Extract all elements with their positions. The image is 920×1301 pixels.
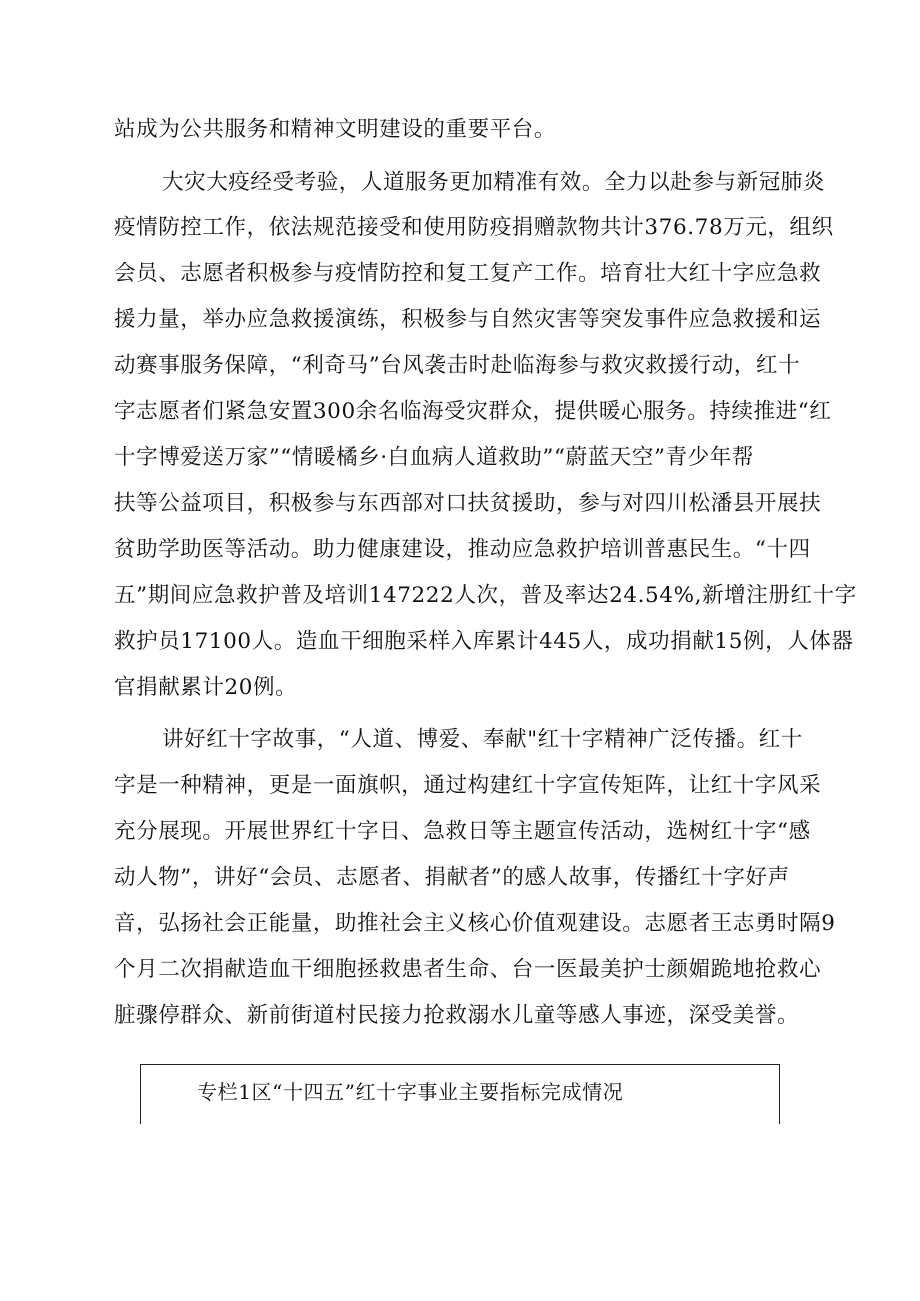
paragraph-3-line-3: 充分展现。开展世界红十字日、急救日等主题宣传活动，选树红十字“感 xyxy=(114,819,811,844)
column-box-title: 专栏1区“十四五”红十字事业主要指标完成情况 xyxy=(197,1080,624,1104)
paragraph-3-line-4: 动人物”，讲好“会员、志愿者、捐献者”的感人故事，传播红十字好声 xyxy=(114,865,790,890)
paragraph-2-line-3: 会员、志愿者积极参与疫情防控和复工复产工作。培育壮大红十字应急救 xyxy=(114,261,822,286)
paragraph-1-line-1: 站成为公共服务和精神文明建设的重要平台。 xyxy=(114,117,557,142)
paragraph-3-line-7: 脏骤停群众、新前街道村民接力抢救溺水儿童等感人事迹，深受美誉。 xyxy=(114,1003,800,1028)
paragraph-2-line-12: 官捐献累计20例。 xyxy=(114,675,298,700)
paragraph-2-line-7: 十字博爱送万家”“情暖橘乡·白血病人道救助”“蔚蓝天空”青少年帮 xyxy=(114,445,754,470)
paragraph-2-line-6: 字志愿者们紧急安置300余名临海受灾群众，提供暖心服务。持续推进“红 xyxy=(114,399,832,424)
paragraph-2-line-2: 疫情防控工作，依法规范接受和使用防疫捐赠款物共计376.78万元，组织 xyxy=(114,215,834,240)
paragraph-2-line-5: 动赛事服务保障，“利奇马”台风袭击时赴临海参与救灾救援行动，红十 xyxy=(114,353,801,378)
paragraph-2-line-8: 扶等公益项目，积极参与东西部对口扶贫援助，参与对四川松潘县开展扶 xyxy=(114,491,822,516)
paragraph-3-line-2: 字是一种精神，更是一面旗帜，通过构建红十字宣传矩阵，让红十字风采 xyxy=(114,773,822,798)
paragraph-2-line-9: 贫助学助医等活动。助力健康建设，推动应急救护培训普惠民生。“十四 xyxy=(114,537,811,562)
paragraph-2-line-4: 援力量，举办应急救援演练，积极参与自然灾害等突发事件应急救援和运 xyxy=(114,307,822,332)
paragraph-2-line-11: 救护员17100人。造血干细胞采样入库累计445人，成功捐献15例，人体器 xyxy=(114,629,854,654)
column-box xyxy=(140,1064,780,1124)
paragraph-3-line-5: 音，弘扬社会正能量，助推社会主义核心价值观建设。志愿者王志勇时隔9 xyxy=(114,911,836,936)
paragraph-2-line-1: 大灾大疫经受考验，人道服务更加精准有效。全力以赴参与新冠肺炎 xyxy=(162,170,826,195)
paragraph-3-line-1: 讲好红十字故事，“人道、博爱、奉献"红十字精神广泛传播。红十 xyxy=(162,727,803,752)
paragraph-2-line-10: 五”期间应急救护普及培训147222人次，普及率达24.54%,新增注册红十字 xyxy=(114,583,857,608)
paragraph-3-line-6: 个月二次捐献造血干细胞拯救患者生命、台一医最美护士颜媚跪地抢救心 xyxy=(114,957,822,982)
